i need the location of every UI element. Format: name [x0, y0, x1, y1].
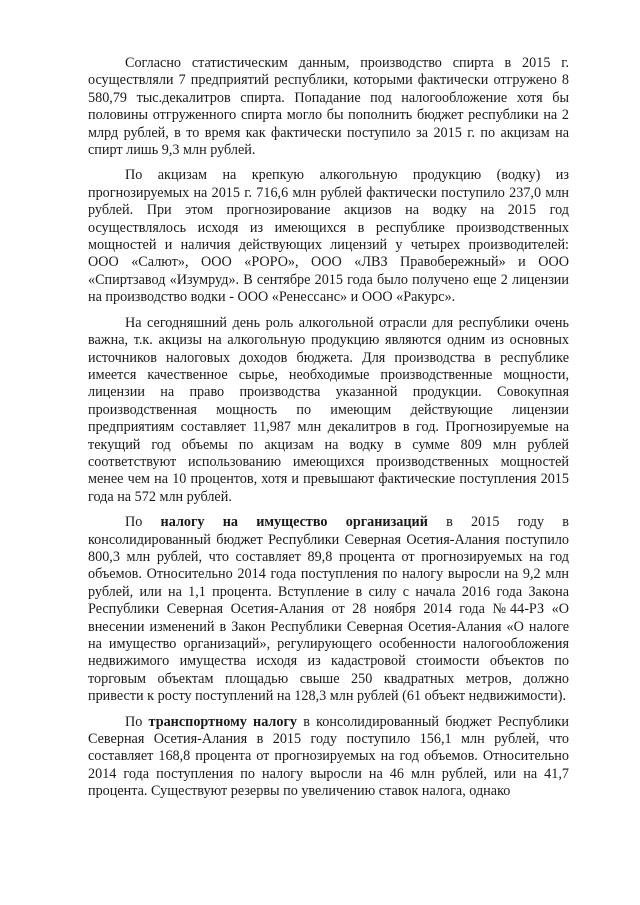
paragraph-alcohol-industry-role: На сегодняшний день роль алкогольной отрасли для республики очень важна, т.к. акцизы на алкогольную продукцию являются одним из основных источников налоговых доходов бюджета. Для производства в республике имеется качественное сырье, необходимые производственные мощности, лицензии на право производства указанной продукции. Совокупная производственная мощность по имеющим действующие лицензии предприятиям составляет 11,987 млн декалитров в год. Прогнозируемые на текущий год объемы по акцизам на водку в сумме 809 млн рублей соответствуют использованию имеющихся производственных мощностей менее чем на 10 процентов, хотя и превышают фактические поступления 2015 года на 572 млн рублей.	[88, 314, 569, 505]
paragraph-property-tax	[88, 514, 569, 705]
paragraph-body-text: в консолидированный бюджет Республики Северная Осетия-Алания в 2015 году поступило 156,1 млн рублей, что составляет 168,8 процента от прогнозируемых на год объемов. Относительно 2014 года поступления по налогу выросли на 46 млн рублей, или на 41,7 процента. Существуют резервы по увеличению ставок налога, однако	[88, 713, 569, 800]
document-page	[88, 55, 569, 809]
transport-tax-heading: транспортному налогу	[148, 713, 298, 730]
paragraph-lead-text: По	[125, 514, 161, 531]
paragraph-lead-text: По	[125, 713, 149, 730]
paragraph-transport-tax	[88, 714, 569, 801]
paragraph-spirit-production: Согласно статистическим данным, производство спирта в 2015 г. осуществляли 7 предприятий республики, которыми фактически отгружено 8 580,79 тыс.декалитров спирта. Попадание под налогообложение хотя бы половины отгруженного спирта могло бы пополнить бюджет республики на 2 млрд рублей, в то время как фактически поступило за 2015 г. по акцизам на спирт лишь 9,3 млн рублей.	[88, 55, 569, 159]
paragraph-body-text: в 2015 году в консолидированный бюджет Республики Северная Осетия-Алания поступило 800,3 млн рублей, что составляет 89,8 процента от прогнозируемых на год объемов. Относительно 2014 года поступления по налогу выросли на 9,2 млн рублей, или на 1,1 процента. Вступление в силу с начала 2016 года Закона Республики Северная Осетия-Алания от 28 ноября 2014 года №44-РЗ «О внесении изменений в Закон Республики Северная Осетия-Алания «О налоге на имущество организаций», регулирующего особенности налогообложения недвижимого имущества исходя из кадастровой стоимости объектов по торговым объектам площадью свыше 250 квадратных метров, должно привести к росту поступлений на 128,3 млн рублей (61 объект недвижимости).	[88, 514, 569, 705]
paragraph-vodka-excise: По акцизам на крепкую алкогольную продукцию (водку) из прогнозируемых на 2015 г. 716,6 млн рублей фактически поступило 237,0 млн рублей. При этом прогнозирование акцизов на водку на 2015 год осуществлялось исходя из имеющихся в республике производственных мощностей и наличия действующих лицензий у четырех производителей: ООО «Салют», ООО «РОРО», ООО «ЛВЗ Правобережный» и ООО «Спиртзавод «Изумруд». В сентябре 2015 года было получено еще 2 лицензии на производство водки - ООО «Ренессанс» и ООО «Ракурс».	[88, 167, 569, 306]
property-tax-heading: налогу на имущество организаций	[160, 514, 428, 531]
